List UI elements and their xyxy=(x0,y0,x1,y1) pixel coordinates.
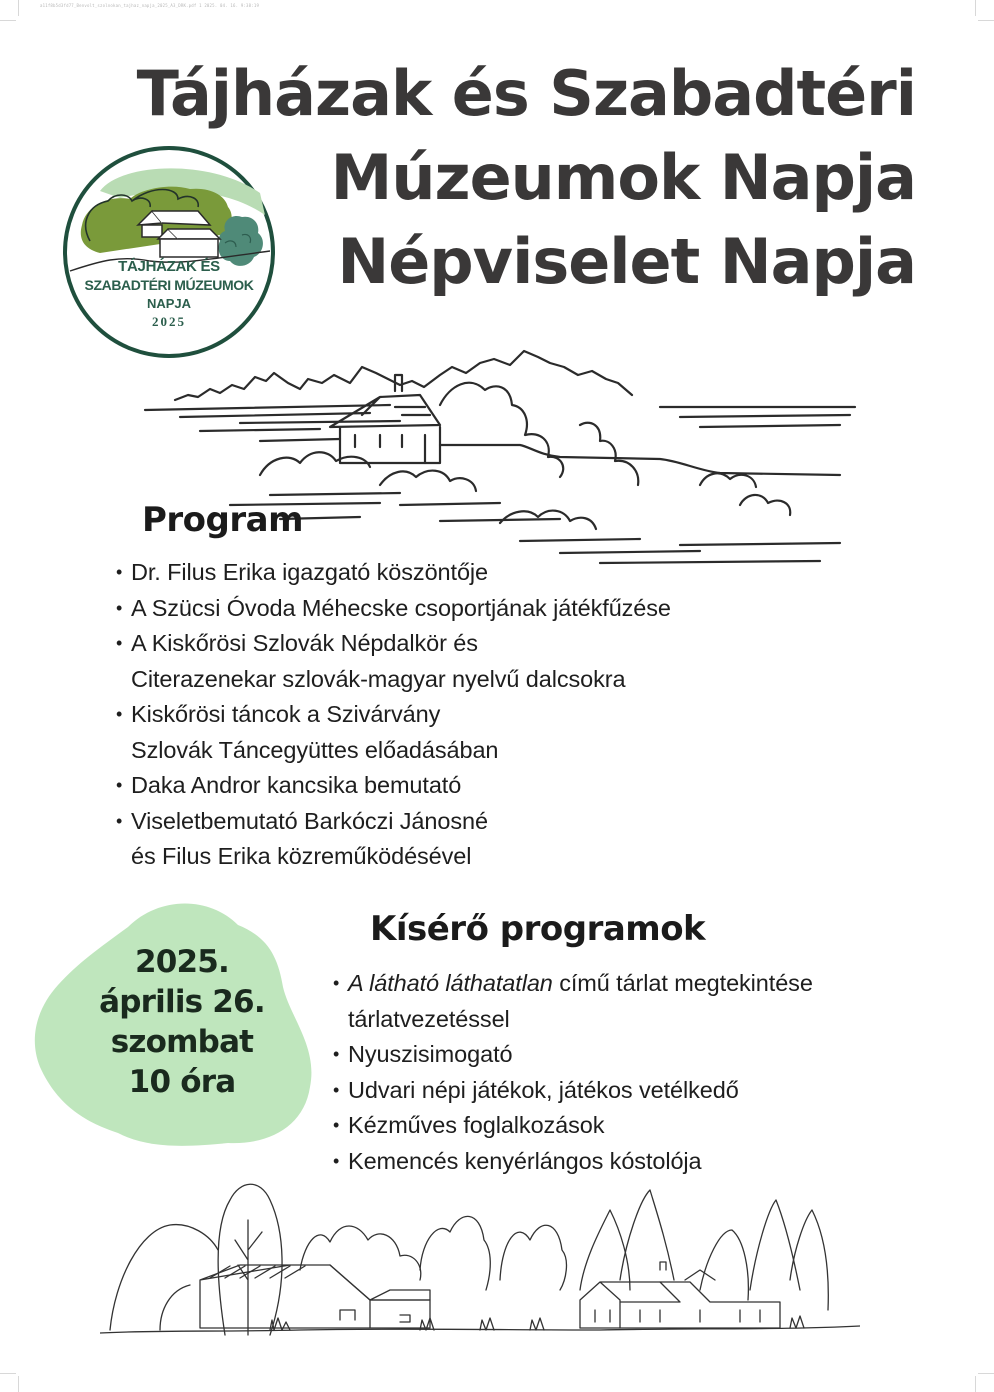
crop-mark-top-left-v xyxy=(18,0,19,16)
program-item: • A Kiskőrösi Szlovák Népdalkör és Citerazenekar szlovák-magyar nyelvű dalcsokra xyxy=(116,626,671,697)
date-badge xyxy=(72,942,292,1102)
date-day: április 26. xyxy=(99,984,265,1020)
date-time: 10 óra xyxy=(128,1064,236,1100)
print-header: a11f8b5d3fd77_Benvolt_szolnokan_tajhaz_napja_2025_A3_DRK.pdf 1 2025. 04. 16. 9:38:19 xyxy=(40,3,260,8)
logo-line-2: SZABADTÉRI MÚZEUMOK xyxy=(84,277,254,293)
side-program-item: • Kemencés kenyérlángos kóstolója xyxy=(333,1144,813,1180)
logo-line-1: TÁJHÁZAK ÉS xyxy=(118,258,220,275)
crop-mark-bottom-left xyxy=(0,1373,16,1374)
side-programs-heading: Kísérő programok xyxy=(370,909,706,949)
program-item: • Viseletbemutató Barkóczi Jánosné és Filus Erika közreműködésével xyxy=(116,804,671,875)
crop-mark-bottom-right-v xyxy=(975,1376,976,1392)
title-line-2: Múzeumok Napja xyxy=(330,141,916,214)
crop-mark-top-left xyxy=(0,20,16,21)
logo-year: 2025 xyxy=(152,314,186,329)
program-list xyxy=(116,555,671,875)
program-heading: Program xyxy=(142,500,304,540)
crop-mark-bottom-left-v xyxy=(18,1376,19,1392)
date-weekday: szombat xyxy=(110,1024,254,1060)
date-year: 2025. xyxy=(134,944,230,980)
program-item: • A Szücsi Óvoda Méhecske csoportjának játékfűzése xyxy=(116,591,671,627)
title-line-3: Népviselet Napja xyxy=(337,225,916,298)
program-item: • Daka Andror kancsika bemutató xyxy=(116,768,671,804)
side-program-item: • Nyuszisimogató xyxy=(333,1037,813,1073)
side-programs-list xyxy=(333,966,813,1179)
side-program-item: • Kézműves foglalkozások xyxy=(333,1108,813,1144)
side-program-item: • A látható láthatatlan című tárlat megtekintése tárlatvezetéssel xyxy=(333,966,813,1037)
crop-mark-top-right xyxy=(978,20,994,21)
logo-text xyxy=(60,258,278,330)
crop-mark-top-right-v xyxy=(975,0,976,16)
program-item: • Dr. Filus Erika igazgató köszöntője xyxy=(116,555,671,591)
title-line-1: Tájházak és Szabadtéri xyxy=(136,57,916,130)
logo-line-3: NAPJA xyxy=(146,296,192,311)
program-item: • Kiskőrösi táncok a Szivárvány Szlovák Táncegyüttes előadásában xyxy=(116,697,671,768)
side-program-item: • Udvari népi játékok, játékos vetélkedő xyxy=(333,1073,813,1109)
crop-mark-bottom-right xyxy=(978,1373,994,1374)
village-illustration-icon xyxy=(100,1170,860,1350)
